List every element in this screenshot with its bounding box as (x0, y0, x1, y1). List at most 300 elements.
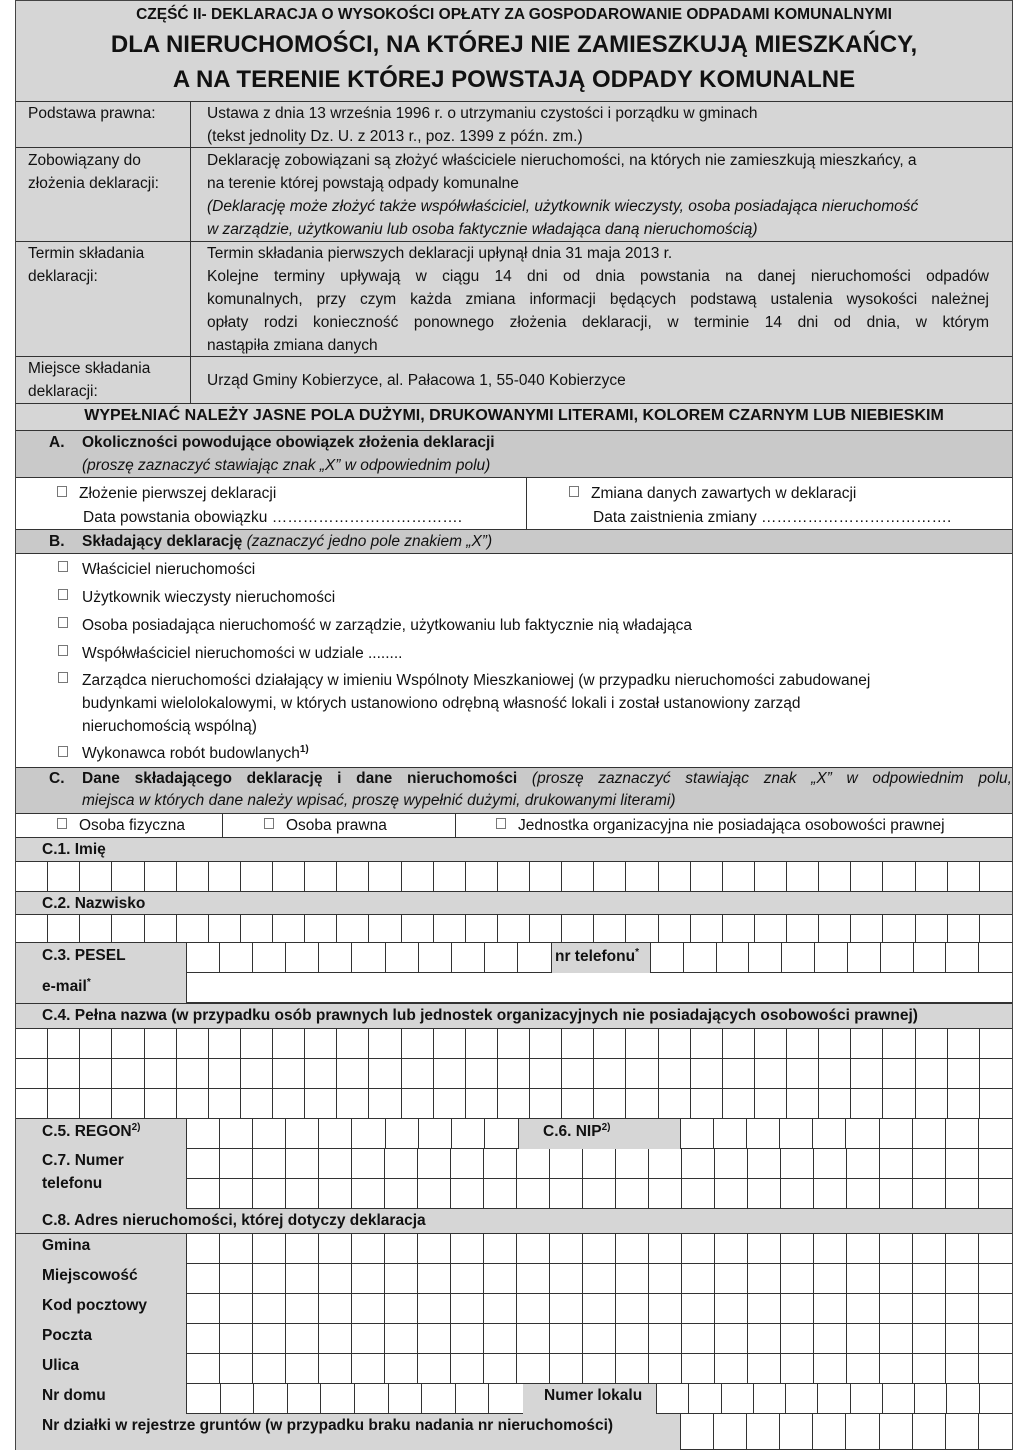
input-cell[interactable] (913, 1234, 946, 1264)
input-cell[interactable] (682, 1149, 715, 1179)
input-cell[interactable] (813, 1119, 846, 1149)
input-cell[interactable] (187, 943, 220, 973)
option-wlasciciel[interactable]: Właściciel nieruchomości (82, 561, 256, 578)
input-cell[interactable] (681, 1119, 714, 1149)
input-cell[interactable] (748, 1179, 781, 1209)
input-cell[interactable] (220, 1234, 253, 1264)
input-cell[interactable] (288, 1384, 322, 1414)
input-cell[interactable] (682, 1264, 715, 1294)
input-cell[interactable] (851, 1029, 883, 1059)
input-cell[interactable] (562, 1059, 594, 1089)
input-cell[interactable] (749, 943, 782, 973)
input-cell[interactable] (80, 1089, 112, 1119)
input-cell[interactable] (980, 915, 1012, 943)
input-cell[interactable] (337, 915, 369, 943)
input-cell[interactable] (626, 1059, 658, 1089)
input-cell[interactable] (177, 915, 209, 943)
input-cell[interactable] (550, 1179, 583, 1209)
input-cell[interactable] (946, 1414, 979, 1450)
input-cell[interactable] (781, 1354, 814, 1384)
input-cell[interactable] (386, 943, 419, 973)
input-cell[interactable] (220, 1179, 253, 1209)
input-cell[interactable] (583, 1324, 616, 1354)
input-cell[interactable] (946, 1149, 979, 1179)
input-cell[interactable] (352, 1294, 385, 1324)
input-cell[interactable] (369, 862, 401, 892)
input-cell[interactable] (722, 1384, 754, 1414)
input-cell[interactable] (530, 1059, 562, 1089)
input-cell[interactable] (16, 1059, 48, 1089)
input-cell[interactable] (355, 1384, 389, 1414)
input-cell[interactable] (530, 862, 562, 892)
phone-input-grid[interactable] (651, 943, 1012, 973)
regon-input-grid[interactable] (186, 1119, 518, 1149)
input-cell[interactable] (498, 915, 530, 943)
input-cell[interactable] (814, 1354, 847, 1384)
input-cell[interactable] (583, 1264, 616, 1294)
pelna-nazwa-input-grid[interactable] (16, 1029, 1012, 1119)
input-cell[interactable] (530, 1089, 562, 1119)
input-cell[interactable] (319, 1119, 352, 1149)
input-cell[interactable] (594, 915, 626, 943)
input-cell[interactable] (451, 1179, 484, 1209)
input-cell[interactable] (979, 1324, 1012, 1354)
input-cell[interactable] (112, 1089, 144, 1119)
input-cell[interactable] (946, 1294, 979, 1324)
input-cell[interactable] (947, 1384, 979, 1414)
input-cell[interactable] (550, 1354, 583, 1384)
input-cell[interactable] (187, 1384, 221, 1414)
input-cell[interactable] (846, 1414, 879, 1450)
input-cell[interactable] (550, 1324, 583, 1354)
input-cell[interactable] (946, 1324, 979, 1354)
input-cell[interactable] (253, 1119, 286, 1149)
input-cell[interactable] (352, 1264, 385, 1294)
input-cell[interactable] (418, 1354, 451, 1384)
input-cell[interactable] (319, 1294, 352, 1324)
input-cell[interactable] (369, 915, 401, 943)
input-cell[interactable] (466, 1029, 498, 1059)
input-cell[interactable] (723, 1059, 755, 1089)
input-cell[interactable] (847, 1179, 880, 1209)
input-cell[interactable] (616, 1234, 649, 1264)
input-cell[interactable] (914, 943, 947, 973)
input-cell[interactable] (177, 1029, 209, 1059)
input-cell[interactable] (550, 1294, 583, 1324)
checkbox-posiadacz[interactable] (58, 617, 68, 628)
option-wykonawca[interactable]: Wykonawca robót budowlanych$^{1)}$ (82, 744, 309, 763)
input-cell[interactable] (847, 1354, 880, 1384)
input-cell[interactable] (187, 1264, 220, 1294)
input-cell[interactable] (220, 1264, 253, 1294)
input-cell[interactable] (253, 1264, 286, 1294)
input-cell[interactable] (286, 1119, 319, 1149)
change-date[interactable]: Data zaistnienia zmiany ………………………………. (593, 509, 952, 526)
input-cell[interactable] (649, 1149, 682, 1179)
input-cell[interactable] (714, 1119, 747, 1149)
input-cell[interactable] (851, 915, 883, 943)
input-cell[interactable] (649, 1354, 682, 1384)
nip-input-grid[interactable] (681, 1119, 1012, 1149)
input-cell[interactable] (880, 1149, 913, 1179)
input-cell[interactable] (187, 1179, 220, 1209)
input-cell[interactable] (691, 1089, 723, 1119)
input-cell[interactable] (691, 1059, 723, 1089)
input-cell[interactable] (80, 862, 112, 892)
input-cell[interactable] (913, 1324, 946, 1354)
input-cell[interactable] (418, 1264, 451, 1294)
input-cell[interactable] (781, 1324, 814, 1354)
input-cell[interactable] (418, 1234, 451, 1264)
input-cell[interactable] (819, 1089, 851, 1119)
input-cell[interactable] (321, 1384, 355, 1414)
input-cell[interactable] (385, 1354, 418, 1384)
input-cell[interactable] (594, 1089, 626, 1119)
input-cell[interactable] (748, 1354, 781, 1384)
input-cell[interactable] (913, 1414, 946, 1450)
input-cell[interactable] (980, 862, 1012, 892)
input-cell[interactable] (562, 862, 594, 892)
input-cell[interactable] (254, 1384, 288, 1414)
input-cell[interactable] (715, 1264, 748, 1294)
input-cell[interactable] (187, 1354, 220, 1384)
input-cell[interactable] (659, 1029, 691, 1059)
input-cell[interactable] (913, 1149, 946, 1179)
input-cell[interactable] (498, 1059, 530, 1089)
input-cell[interactable] (754, 1384, 786, 1414)
input-cell[interactable] (659, 915, 691, 943)
checkbox-wlasciciel[interactable] (58, 561, 68, 572)
input-cell[interactable] (780, 1119, 813, 1149)
input-cell[interactable] (319, 1264, 352, 1294)
input-cell[interactable] (209, 1059, 241, 1089)
input-cell[interactable] (562, 915, 594, 943)
input-cell[interactable] (847, 1234, 880, 1264)
input-cell[interactable] (253, 1179, 286, 1209)
input-cell[interactable] (659, 1059, 691, 1089)
input-cell[interactable] (781, 1264, 814, 1294)
input-cell[interactable] (748, 1149, 781, 1179)
input-cell[interactable] (187, 1149, 220, 1179)
input-cell[interactable] (717, 943, 750, 973)
input-cell[interactable] (715, 1324, 748, 1354)
input-cell[interactable] (819, 1029, 851, 1059)
input-cell[interactable] (385, 1149, 418, 1179)
input-cell[interactable] (305, 1059, 337, 1089)
input-cell[interactable] (550, 1149, 583, 1179)
input-cell[interactable] (418, 1294, 451, 1324)
input-cell[interactable] (626, 915, 658, 943)
input-cell[interactable] (48, 1029, 80, 1059)
input-cell[interactable] (755, 1059, 787, 1089)
input-cell[interactable] (187, 1234, 220, 1264)
input-cell[interactable] (979, 1234, 1012, 1264)
input-cell[interactable] (484, 1264, 517, 1294)
input-cell[interactable] (980, 1059, 1012, 1089)
input-cell[interactable] (682, 1179, 715, 1209)
input-cell[interactable] (819, 915, 851, 943)
input-cell[interactable] (649, 1179, 682, 1209)
input-cell[interactable] (818, 1384, 850, 1414)
option-uzytkownik[interactable]: Użytkownik wieczysty nieruchomości (82, 589, 336, 606)
input-cell[interactable] (484, 1324, 517, 1354)
input-cell[interactable] (187, 1324, 220, 1354)
input-cell[interactable] (755, 1089, 787, 1119)
input-cell[interactable] (305, 1029, 337, 1059)
input-cell[interactable] (755, 1029, 787, 1059)
input-cell[interactable] (851, 1089, 883, 1119)
input-cell[interactable] (747, 1119, 780, 1149)
input-cell[interactable] (177, 862, 209, 892)
input-cell[interactable] (748, 1234, 781, 1264)
input-cell[interactable] (112, 1029, 144, 1059)
input-cell[interactable] (273, 1059, 305, 1089)
input-cell[interactable] (352, 943, 385, 973)
input-cell[interactable] (851, 862, 883, 892)
checkbox-osoba-fizyczna[interactable] (57, 818, 67, 829)
input-cell[interactable] (583, 1149, 616, 1179)
input-cell[interactable] (451, 1354, 484, 1384)
input-cell[interactable] (916, 915, 948, 943)
numer-telefonu-input-grid[interactable] (186, 1149, 1012, 1209)
input-cell[interactable] (286, 1264, 319, 1294)
input-cell[interactable] (466, 1089, 498, 1119)
input-cell[interactable] (880, 1119, 913, 1149)
input-cell[interactable] (402, 1029, 434, 1059)
input-cell[interactable] (913, 1294, 946, 1324)
input-cell[interactable] (466, 862, 498, 892)
input-cell[interactable] (498, 1089, 530, 1119)
input-cell[interactable] (517, 1354, 550, 1384)
input-cell[interactable] (946, 1119, 979, 1149)
input-cell[interactable] (814, 1149, 847, 1179)
input-cell[interactable] (253, 1324, 286, 1354)
input-cell[interactable] (691, 862, 723, 892)
input-cell[interactable] (517, 1294, 550, 1324)
input-cell[interactable] (530, 1029, 562, 1059)
input-cell[interactable] (948, 1059, 980, 1089)
input-cell[interactable] (253, 943, 286, 973)
input-cell[interactable] (948, 862, 980, 892)
input-cell[interactable] (286, 1179, 319, 1209)
input-cell[interactable] (813, 1414, 846, 1450)
nr-lokalu-input-grid[interactable] (657, 1384, 1012, 1414)
input-cell[interactable] (649, 1264, 682, 1294)
input-cell[interactable] (337, 1029, 369, 1059)
input-cell[interactable] (755, 915, 787, 943)
input-cell[interactable] (781, 1149, 814, 1179)
input-cell[interactable] (748, 1294, 781, 1324)
input-cell[interactable] (946, 1179, 979, 1209)
input-cell[interactable] (583, 1234, 616, 1264)
input-cell[interactable] (498, 862, 530, 892)
input-cell[interactable] (916, 862, 948, 892)
input-cell[interactable] (319, 1179, 352, 1209)
input-cell[interactable] (145, 862, 177, 892)
input-cell[interactable] (715, 1149, 748, 1179)
input-cell[interactable] (881, 943, 914, 973)
input-cell[interactable] (498, 1029, 530, 1059)
input-cell[interactable] (787, 1059, 819, 1089)
input-cell[interactable] (880, 1294, 913, 1324)
input-cell[interactable] (16, 1089, 48, 1119)
input-cell[interactable] (583, 1354, 616, 1384)
input-cell[interactable] (209, 915, 241, 943)
input-cell[interactable] (848, 943, 881, 973)
input-cell[interactable] (948, 1029, 980, 1059)
input-cell[interactable] (385, 1264, 418, 1294)
input-cell[interactable] (209, 1089, 241, 1119)
input-cell[interactable] (352, 1354, 385, 1384)
input-cell[interactable] (80, 1059, 112, 1089)
input-cell[interactable] (979, 1119, 1012, 1149)
input-cell[interactable] (434, 862, 466, 892)
input-cell[interactable] (451, 1324, 484, 1354)
input-cell[interactable] (626, 862, 658, 892)
input-cell[interactable] (583, 1294, 616, 1324)
input-cell[interactable] (319, 1234, 352, 1264)
option-first-declaration[interactable]: Złożenie pierwszej deklaracji (57, 485, 276, 503)
checkbox-jednostka[interactable] (496, 818, 506, 829)
checkbox-wykonawca[interactable] (58, 746, 68, 757)
input-cell[interactable] (851, 1384, 883, 1414)
checkbox-uzytkownik[interactable] (58, 589, 68, 600)
option-wspolwlasciciel[interactable]: Współwłaściciel nieruchomości w udziale ........ (82, 645, 403, 662)
input-cell[interactable] (748, 1324, 781, 1354)
input-cell[interactable] (979, 1264, 1012, 1294)
input-cell[interactable] (814, 1179, 847, 1209)
input-cell[interactable] (550, 1264, 583, 1294)
input-cell[interactable] (177, 1059, 209, 1089)
input-cell[interactable] (819, 862, 851, 892)
input-cell[interactable] (880, 1179, 913, 1209)
input-cell[interactable] (305, 1089, 337, 1119)
input-cell[interactable] (112, 915, 144, 943)
option-change-data[interactable]: Zmiana danych zawartych w deklaracji (569, 485, 856, 503)
input-cell[interactable] (880, 1354, 913, 1384)
input-cell[interactable] (915, 1384, 947, 1414)
input-cell[interactable] (880, 1324, 913, 1354)
input-cell[interactable] (916, 1089, 948, 1119)
input-cell[interactable] (681, 1414, 714, 1450)
input-cell[interactable] (273, 1089, 305, 1119)
input-cell[interactable] (847, 1149, 880, 1179)
input-cell[interactable] (451, 1149, 484, 1179)
input-cell[interactable] (723, 1029, 755, 1059)
pesel-input-grid[interactable] (186, 943, 551, 973)
input-cell[interactable] (883, 915, 915, 943)
input-cell[interactable] (616, 1149, 649, 1179)
input-cell[interactable] (220, 1324, 253, 1354)
input-cell[interactable] (715, 1294, 748, 1324)
input-cell[interactable] (691, 1029, 723, 1059)
input-cell[interactable] (112, 862, 144, 892)
input-cell[interactable] (787, 1029, 819, 1059)
input-cell[interactable] (594, 1029, 626, 1059)
input-cell[interactable] (48, 1059, 80, 1089)
input-cell[interactable] (715, 1354, 748, 1384)
input-cell[interactable] (466, 1059, 498, 1089)
input-cell[interactable] (517, 1149, 550, 1179)
input-cell[interactable] (980, 1384, 1012, 1414)
input-cell[interactable] (466, 915, 498, 943)
input-cell[interactable] (979, 1294, 1012, 1324)
input-cell[interactable] (402, 862, 434, 892)
input-cell[interactable] (747, 1414, 780, 1450)
input-cell[interactable] (145, 915, 177, 943)
input-cell[interactable] (253, 1294, 286, 1324)
input-cell[interactable] (418, 1149, 451, 1179)
input-cell[interactable] (815, 943, 848, 973)
input-cell[interactable] (682, 1324, 715, 1354)
input-cell[interactable] (273, 1029, 305, 1059)
input-cell[interactable] (847, 1264, 880, 1294)
input-cell[interactable] (782, 943, 815, 973)
input-cell[interactable] (714, 1414, 747, 1450)
input-cell[interactable] (419, 943, 452, 973)
input-cell[interactable] (177, 1089, 209, 1119)
input-cell[interactable] (883, 1089, 915, 1119)
input-cell[interactable] (880, 1414, 913, 1450)
input-cell[interactable] (649, 1294, 682, 1324)
checkbox-change-data[interactable] (569, 486, 579, 497)
input-cell[interactable] (209, 1029, 241, 1059)
input-cell[interactable] (659, 862, 691, 892)
input-cell[interactable] (684, 943, 717, 973)
input-cell[interactable] (880, 1264, 913, 1294)
input-cell[interactable] (286, 1234, 319, 1264)
input-cell[interactable] (723, 1089, 755, 1119)
input-cell[interactable] (814, 1264, 847, 1294)
input-cell[interactable] (485, 943, 518, 973)
input-cell[interactable] (48, 915, 80, 943)
input-cell[interactable] (80, 915, 112, 943)
input-cell[interactable] (402, 1059, 434, 1089)
input-cell[interactable] (517, 1324, 550, 1354)
input-cell[interactable] (980, 1029, 1012, 1059)
input-cell[interactable] (913, 1179, 946, 1209)
input-cell[interactable] (286, 1294, 319, 1324)
input-cell[interactable] (787, 862, 819, 892)
input-cell[interactable] (550, 1234, 583, 1264)
input-cell[interactable] (286, 1324, 319, 1354)
input-cell[interactable] (385, 1179, 418, 1209)
input-cell[interactable] (682, 1354, 715, 1384)
input-cell[interactable] (489, 1384, 523, 1414)
input-cell[interactable] (916, 1059, 948, 1089)
input-cell[interactable] (112, 1059, 144, 1089)
input-cell[interactable] (786, 1384, 818, 1414)
input-cell[interactable] (723, 915, 755, 943)
input-cell[interactable] (649, 1324, 682, 1354)
input-cell[interactable] (979, 1179, 1012, 1209)
input-cell[interactable] (452, 1119, 485, 1149)
input-cell[interactable] (241, 862, 273, 892)
input-cell[interactable] (286, 943, 319, 973)
email-input[interactable] (186, 973, 1012, 1003)
input-cell[interactable] (48, 1089, 80, 1119)
type-jednostka[interactable]: Jednostka organizacyjna nie posiadająca osobowości prawnej (496, 817, 945, 835)
input-cell[interactable] (689, 1384, 721, 1414)
input-cell[interactable] (48, 862, 80, 892)
input-cell[interactable] (337, 1059, 369, 1089)
input-cell[interactable] (337, 862, 369, 892)
input-cell[interactable] (241, 1059, 273, 1089)
input-cell[interactable] (651, 943, 684, 973)
input-cell[interactable] (451, 1234, 484, 1264)
input-cell[interactable] (883, 862, 915, 892)
input-cell[interactable] (517, 1234, 550, 1264)
